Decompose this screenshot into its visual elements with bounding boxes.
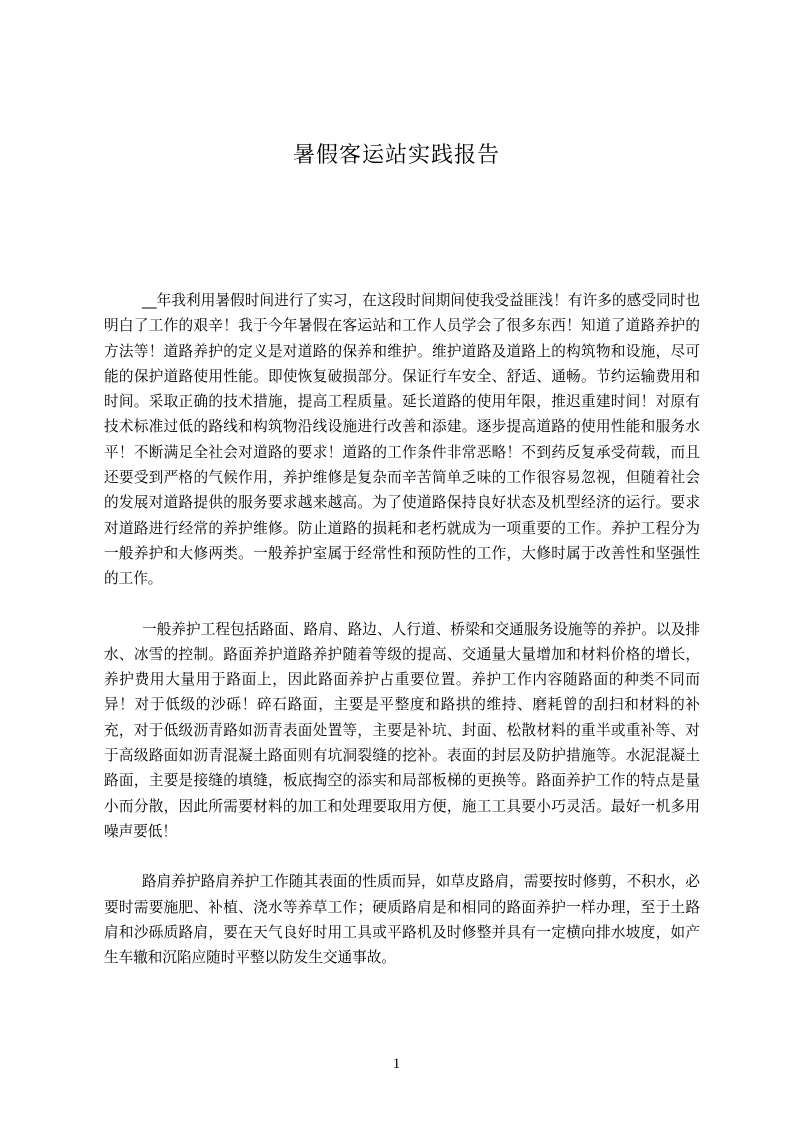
paragraph-1: __年我利用暑假时间进行了实习，在这段时间期间使我受益匪浅！有许多的感受同时也明白了工作的艰辛！我于今年暑假在客运站和工作人员学会了很多东西！知道了道路养护的方法等！道路养护的定义是对道路的保养和维护。维护道路及道路上的构筑物和设施，尽可能的保护道路使用性能。即使恢复破损部分。保证行车安全、舒适、通畅。节约运输费用和时间。采取正确的技术措施，提高工程质量。延长道路的使用年限，推迟重建时间！对原有技术标准过低的路线和构筑物沿线设施进行改善和添建。逐步提高道路的使用性能和服务水平！不断满足全社会对道路的要求！道路的工作条件非常恶略！不到药反复承受荷载，而且还要受到严格的气候作用，养护维修是复杂而辛苦简单乏味的工作很容易忽视，但随着社会的发展对道路提供的服务要求越来越高。为了使道路保持良好状态及机型经济的运行。要求对道路进行经常的养护维修。防止道路的损耗和老朽就成为一项重要的工作。养护工程分为一般养护和大修两类。一般养护室属于经常性和预防性的工作，大修时属于改善性和坚强性的工作。 [104,292,700,588]
paragraph-3: 路肩养护路肩养护工作随其表面的性质而异，如草皮路肩，需要按时修剪，不积水，必要时需要施肥、补植、浇水等养草工作；硬质路肩是和相同的路面养护一样办理，至于土路肩和沙砾质路肩，要在天气良好时用工具或平路机及时修整并具有一定横向排水坡度，如产生车辙和沉陷应随时平整以防发生交通事故。 [104,873,700,967]
page-number: 1 [392,1056,401,1072]
document-title: 暑假客运站实践报告 [292,143,500,168]
paragraph-2: 一般养护工程包括路面、路肩、路边、人行道、桥梁和交通服务设施等的养护。以及排水、冰雪的控制。路面养护道路养护随着等级的提高、交通量大量增加和材料价格的增长，养护费用大量用于路面上，因此路面养护占重要位置。养护工作内容随路面的种类不同而异！对于低级的沙砾！碎石路面，主要是平整度和路拱的维持、磨耗曾的刮扫和材料的补充，对于低级沥青路如沥青表面处置等，主要是补坑、封面、松散材料的重半或重补等、对于高级路面如沥青混凝土路面则有坑洞裂缝的挖补。表面的封层及防护措施等。水泥混凝土路面，主要是接缝的填缝，板底掏空的添实和局部板梯的更换等。路面养护工作的特点是量小而分散，因此所需要材料的加工和处理要取用方便，施工工具要小巧灵活。最好一机多用噪声要低！ [104,620,700,840]
paragraph-spacer [104,592,700,617]
paragraph-spacer [104,844,700,869]
document-body [104,288,700,970]
